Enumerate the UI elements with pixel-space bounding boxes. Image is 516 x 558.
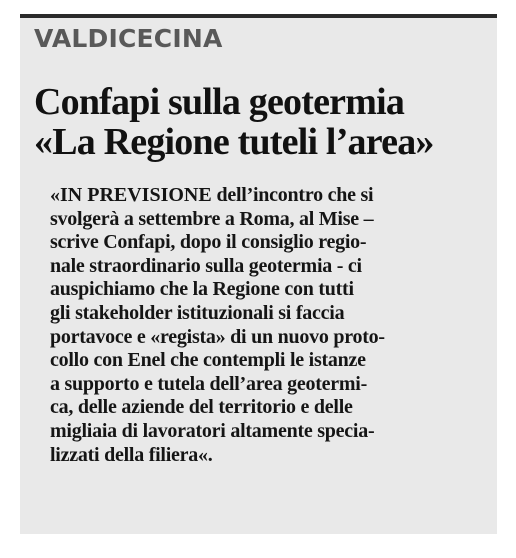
body-line: migliaia di lavoratori altamente specia- — [50, 419, 375, 442]
body-line: «IN PREVISIONE dell’incontro che si — [50, 184, 374, 206]
article-body — [50, 184, 458, 467]
body-line: nale straordinario sulla geotermia - ci — [50, 254, 362, 277]
body-line: scrive Confapi, dopo il consiglio regio- — [50, 231, 367, 254]
headline-line-2: «La Regione tuteli l’area» — [34, 121, 434, 163]
body-line: portavoce e «regista» di un nuovo proto- — [50, 325, 385, 348]
body-line: collo con Enel che contempli le istanze — [50, 349, 366, 372]
body-line: gli stakeholder istituzionali si faccia — [50, 301, 345, 324]
body-line: ca, delle aziende del territorio e delle — [50, 396, 353, 419]
body-line: a supporto e tutela dell’area geotermi- — [50, 372, 368, 395]
section-kicker: VALDICECINA — [34, 24, 223, 53]
body-line: auspichiamo che la Regione con tutti — [50, 278, 354, 301]
body-lead: «IN PREVISIONE — [50, 184, 212, 206]
body-line: svolgerà a settembre a Roma, al Mise – — [50, 207, 374, 230]
article-headline — [34, 82, 434, 162]
body-line: lizzati della filiera«. — [50, 443, 213, 466]
headline-line-1: Confapi sulla geotermia — [34, 81, 405, 123]
